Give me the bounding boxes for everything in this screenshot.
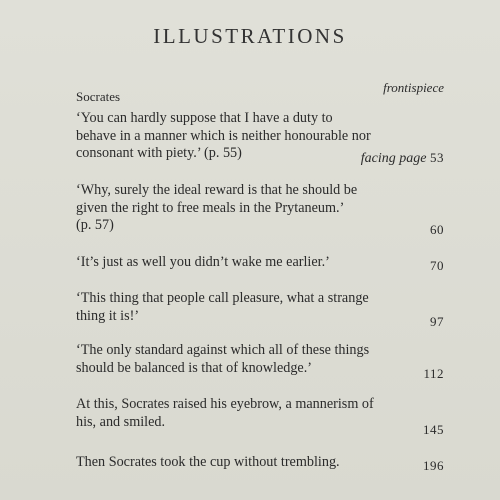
entry-page-number: 145	[423, 422, 444, 437]
entry-caption-line: ‘You can hardly suppose that I have a duty to	[76, 110, 333, 126]
entry-page-number: 196	[423, 458, 444, 473]
entry-caption-line: At this, Socrates raised his eyebrow, a mannerism of	[76, 396, 374, 412]
entry-caption-line: given the right to free meals in the Prytaneum.’	[76, 199, 345, 216]
entry-page-number: 112	[423, 366, 444, 381]
entry-page-frontispiece: frontispiece	[383, 80, 444, 95]
entry-caption-line: ‘This thing that people call pleasure, what a strange	[76, 290, 369, 306]
page-title: ILLUSTRATIONS	[153, 24, 347, 48]
entry-caption-line: consonant with piety.’ (p. 55)	[76, 145, 242, 161]
entry-caption-line: ‘It’s just as well you didn’t wake me earlier.’	[76, 254, 330, 270]
entry-page-number: 70	[430, 258, 444, 273]
entry-caption-line: ‘The only standard against which all of these things	[76, 342, 370, 358]
entry-caption-line: Then Socrates took the cup without trembling.	[76, 454, 340, 470]
entry-page-number: 97	[430, 314, 444, 329]
entry-caption-line: ‘Why, surely the ideal reward is that he should be	[76, 182, 358, 198]
illustration-entry-cup	[76, 454, 444, 472]
facing-page-label: facing page	[360, 151, 427, 166]
entry-caption-line: thing it is!’	[76, 307, 140, 324]
entry-page-reference	[361, 150, 444, 167]
illustration-entry-wake	[76, 254, 444, 272]
entry-caption-line: (p. 57)	[76, 217, 114, 233]
entry-page-number: 53	[430, 150, 444, 165]
entry-page-number: 60	[430, 222, 444, 237]
illustration-entry-knowledge	[76, 342, 444, 377]
entry-caption-line: his, and smiled.	[76, 413, 166, 430]
illustration-entry-pleasure	[76, 290, 444, 325]
illustration-entry-reward	[76, 182, 444, 235]
entry-caption-line: behave in a manner which is neither honourable nor	[76, 127, 371, 144]
entry-caption-line: Socrates	[76, 89, 121, 104]
illustration-entry-eyebrow	[76, 396, 444, 431]
entry-caption-line: should be balanced is that of knowledge.’	[76, 359, 312, 376]
